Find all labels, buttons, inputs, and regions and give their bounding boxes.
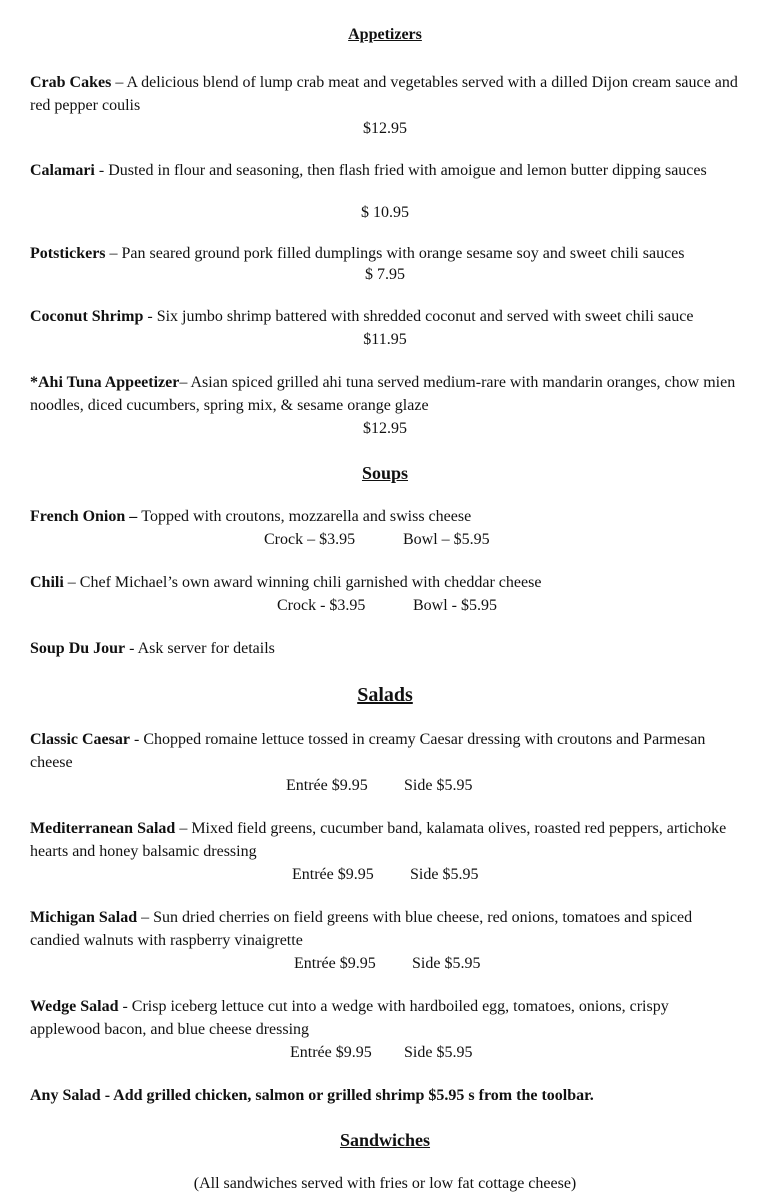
item-separator: - — [125, 640, 138, 657]
salad-addon-note: Any Salad - Add grilled chicken, salmon or grilled shrimp $5.95 s from the toolbar. — [30, 1087, 594, 1104]
item-description: Ask server for details — [137, 640, 275, 657]
item-description: Dusted in flour and seasoning, then flash fried with amoigue and lemon butter dipping sauces — [108, 162, 707, 179]
bowl-price: Bowl – $5.95 — [403, 531, 490, 548]
item-name: *Ahi Tuna Appeetizer — [30, 374, 180, 391]
entree-price: Entrée $9.95 — [286, 777, 368, 794]
item-separator: – — [137, 909, 154, 926]
item-name: Classic Caesar — [30, 731, 130, 748]
menu-item-ahi-tuna — [30, 371, 742, 417]
salads-heading: Salads — [357, 684, 413, 706]
item-separator: - — [94, 162, 109, 179]
crock-price: Crock - $3.95 — [277, 597, 366, 614]
item-name: Coconut Shrimp — [30, 308, 144, 325]
soups-heading: Soups — [361, 463, 409, 483]
menu-item-crab-cakes — [30, 71, 742, 117]
entree-price: Entrée $9.95 — [294, 955, 376, 972]
item-separator: – — [175, 820, 192, 837]
item-separator: – — [111, 74, 127, 91]
item-name: Michigan Salad — [30, 909, 138, 926]
appetizers-heading: Appetizers — [348, 26, 422, 43]
item-separator: – — [125, 508, 142, 525]
item-name: Wedge Salad — [30, 998, 119, 1015]
item-description: Topped with croutons, mozzarella and swiss cheese — [141, 508, 472, 525]
item-name: French Onion — [30, 508, 126, 525]
item-price: $11.95 — [363, 331, 407, 348]
side-price: Side $5.95 — [412, 955, 481, 972]
side-price: Side $5.95 — [410, 866, 479, 883]
item-price: $ 10.95 — [361, 204, 409, 221]
item-name: Crab Cakes — [30, 74, 112, 91]
sandwiches-note: (All sandwiches served with fries or low fat cottage cheese) — [193, 1175, 577, 1192]
menu-item-potstickers — [30, 242, 742, 265]
item-name: Mediterranean Salad — [30, 820, 176, 837]
bowl-price: Bowl - $5.95 — [413, 597, 497, 614]
item-description: Six jumbo shrimp battered with shredded coconut and served with sweet chili sauce — [156, 308, 694, 325]
side-price: Side $5.95 — [404, 777, 473, 794]
item-name: Chili — [30, 574, 64, 591]
item-price: $ 7.95 — [365, 266, 405, 283]
item-separator: – — [179, 374, 191, 391]
menu-item-mediterranean-salad — [30, 817, 742, 863]
entree-price: Entrée $9.95 — [292, 866, 374, 883]
menu-item-coconut-shrimp — [30, 305, 742, 328]
sandwiches-heading: Sandwiches — [339, 1130, 431, 1150]
item-name: Calamari — [30, 162, 95, 179]
item-name: Soup Du Jour — [30, 640, 126, 657]
menu-item-calamari — [30, 159, 742, 182]
menu-item-wedge-salad — [30, 995, 742, 1041]
item-price: $12.95 — [363, 120, 407, 137]
side-price: Side $5.95 — [404, 1044, 473, 1061]
item-description: Crisp iceberg lettuce cut into a wedge with hardboiled egg, tomatoes, onions, crispy applewood bacon, and blue cheese dressing — [30, 998, 669, 1038]
item-separator: – — [63, 574, 80, 591]
item-separator: - — [143, 308, 157, 325]
item-description: Asian spiced grilled ahi tuna served medium-rare with mandarin oranges, chow mien noodles, diced cucumbers, spring mix, & sesame orange glaze — [30, 374, 736, 414]
menu-item-chili — [30, 571, 742, 594]
item-description: Sun dried cherries on field greens with blue cheese, red onions, tomatoes and spiced candied walnuts with raspberry vinaigrette — [30, 909, 693, 949]
menu-item-soup-du-jour — [30, 637, 742, 660]
crock-price: Crock – $3.95 — [264, 531, 356, 548]
item-price: $12.95 — [363, 420, 407, 437]
item-name: Potstickers — [30, 245, 106, 262]
item-separator: - — [118, 998, 132, 1015]
item-description: Chef Michael’s own award winning chili garnished with cheddar cheese — [79, 574, 542, 591]
item-description: Mixed field greens, cucumber band, kalamata olives, roasted red peppers, artichoke hearts and honey balsamic dressing — [30, 820, 727, 860]
item-separator: – — [105, 245, 122, 262]
menu-item-michigan-salad — [30, 906, 742, 952]
item-description: A delicious blend of lump crab meat and vegetables served with a dilled Dijon cream sauce and red pepper coulis — [30, 74, 738, 114]
menu-item-french-onion — [30, 505, 742, 528]
item-separator: - — [129, 731, 144, 748]
item-description: Pan seared ground pork filled dumplings with orange sesame soy and sweet chili sauces — [121, 245, 685, 262]
item-description: Chopped romaine lettuce tossed in creamy Caesar dressing with croutons and Parmesan cheese — [30, 731, 706, 771]
menu-item-classic-caesar — [30, 728, 742, 774]
entree-price: Entrée $9.95 — [290, 1044, 372, 1061]
